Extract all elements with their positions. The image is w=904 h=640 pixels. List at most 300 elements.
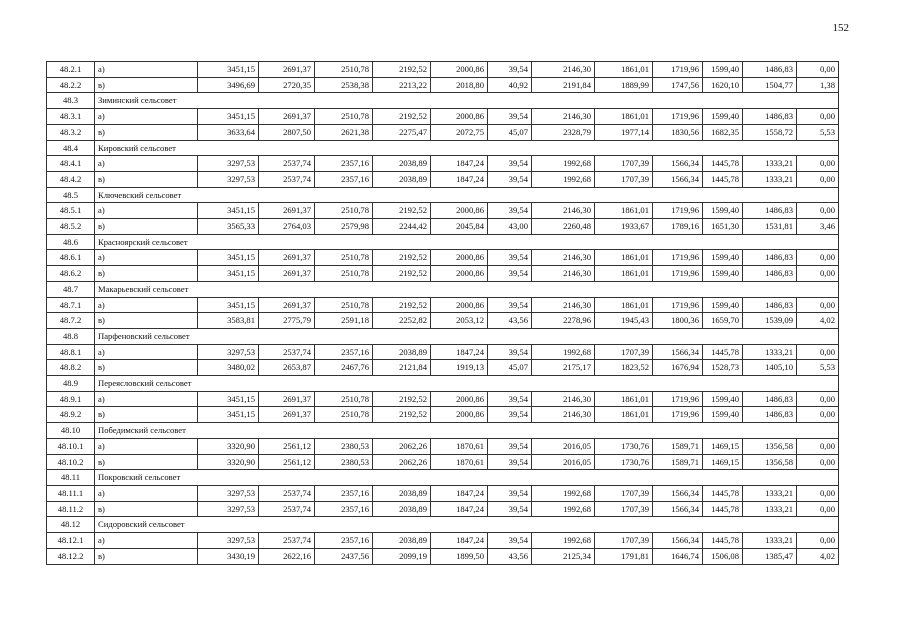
table-cell: 39,54 bbox=[488, 407, 532, 423]
table-cell: 3451,15 bbox=[198, 297, 259, 313]
row-code: 48.4.2 bbox=[47, 171, 95, 187]
table-cell: 3320,90 bbox=[198, 438, 259, 454]
row-code: 48.12 bbox=[47, 517, 95, 533]
section-header-row bbox=[47, 470, 839, 486]
table-cell: 2000,86 bbox=[431, 407, 488, 423]
table-cell: 1599,40 bbox=[703, 391, 743, 407]
table-cell: 1992,68 bbox=[532, 533, 595, 549]
table-cell: 5,53 bbox=[797, 124, 839, 140]
table-cell: 39,54 bbox=[488, 62, 532, 78]
table-cell: 43,56 bbox=[488, 548, 532, 564]
section-header-row bbox=[47, 187, 839, 203]
table-cell: 1589,71 bbox=[653, 438, 703, 454]
table-cell: 39,54 bbox=[488, 438, 532, 454]
table-cell: 1445,78 bbox=[703, 156, 743, 172]
table-cell: 39,54 bbox=[488, 203, 532, 219]
table-cell: 2510,78 bbox=[315, 266, 373, 282]
table-cell: 1506,08 bbox=[703, 548, 743, 564]
row-label: а) bbox=[95, 203, 198, 219]
row-code: 48.9.2 bbox=[47, 407, 95, 423]
table-row bbox=[47, 171, 839, 187]
table-cell: 1599,40 bbox=[703, 407, 743, 423]
page-number: 152 bbox=[832, 22, 849, 34]
table-cell: 4,02 bbox=[797, 548, 839, 564]
table-cell: 1747,56 bbox=[653, 77, 703, 93]
table-cell: 2380,53 bbox=[315, 454, 373, 470]
section-title: Парфеновский сельсовет bbox=[95, 328, 839, 344]
table-cell: 1870,61 bbox=[431, 438, 488, 454]
table-cell: 1333,21 bbox=[743, 171, 797, 187]
table-cell: 2579,98 bbox=[315, 219, 373, 235]
table-cell: 3,46 bbox=[797, 219, 839, 235]
table-cell: 1333,21 bbox=[743, 156, 797, 172]
table-cell: 2038,89 bbox=[373, 344, 431, 360]
table-cell: 1486,83 bbox=[743, 250, 797, 266]
table-cell: 2038,89 bbox=[373, 485, 431, 501]
table-cell: 1719,96 bbox=[653, 266, 703, 282]
table-cell: 0,00 bbox=[797, 203, 839, 219]
table-cell: 2213,22 bbox=[373, 77, 431, 93]
row-code: 48.10.2 bbox=[47, 454, 95, 470]
table-cell: 0,00 bbox=[797, 454, 839, 470]
table-cell: 2691,37 bbox=[259, 266, 315, 282]
table-cell: 39,54 bbox=[488, 297, 532, 313]
table-cell: 2653,87 bbox=[259, 360, 315, 376]
row-code: 48.3.2 bbox=[47, 124, 95, 140]
table-cell: 1830,56 bbox=[653, 124, 703, 140]
table-cell: 2146,30 bbox=[532, 109, 595, 125]
table-cell: 1707,39 bbox=[595, 156, 653, 172]
row-code: 48.8.1 bbox=[47, 344, 95, 360]
table-cell: 3451,15 bbox=[198, 109, 259, 125]
row-code: 48.12.1 bbox=[47, 533, 95, 549]
table-row bbox=[47, 454, 839, 470]
table-cell: 2038,89 bbox=[373, 171, 431, 187]
table-cell: 1405,10 bbox=[743, 360, 797, 376]
table-cell: 1847,24 bbox=[431, 533, 488, 549]
table-cell: 1659,70 bbox=[703, 313, 743, 329]
table-cell: 3496,69 bbox=[198, 77, 259, 93]
table-cell: 2538,38 bbox=[315, 77, 373, 93]
row-label: а) bbox=[95, 109, 198, 125]
table-cell: 2175,17 bbox=[532, 360, 595, 376]
row-label: а) bbox=[95, 62, 198, 78]
table-row bbox=[47, 266, 839, 282]
table-cell: 2561,12 bbox=[259, 454, 315, 470]
section-header-row bbox=[47, 281, 839, 297]
table-cell: 1599,40 bbox=[703, 250, 743, 266]
table-cell: 1861,01 bbox=[595, 203, 653, 219]
table-cell: 45,07 bbox=[488, 360, 532, 376]
table-cell: 1847,24 bbox=[431, 344, 488, 360]
table-cell: 1861,01 bbox=[595, 391, 653, 407]
row-label: а) bbox=[95, 297, 198, 313]
table-cell: 2275,47 bbox=[373, 124, 431, 140]
table-cell: 2537,74 bbox=[259, 501, 315, 517]
row-label: а) bbox=[95, 344, 198, 360]
table-body bbox=[47, 62, 839, 565]
table-cell: 1599,40 bbox=[703, 203, 743, 219]
table-cell: 2691,37 bbox=[259, 62, 315, 78]
table-cell: 2691,37 bbox=[259, 250, 315, 266]
row-code: 48.4.1 bbox=[47, 156, 95, 172]
section-title: Зиминский сельсовет bbox=[95, 93, 839, 109]
table-row bbox=[47, 533, 839, 549]
table-cell: 2510,78 bbox=[315, 407, 373, 423]
table-cell: 1385,47 bbox=[743, 548, 797, 564]
table-cell: 1719,96 bbox=[653, 62, 703, 78]
table-row bbox=[47, 344, 839, 360]
table-cell: 1486,83 bbox=[743, 297, 797, 313]
table-cell: 5,53 bbox=[797, 360, 839, 376]
table-cell: 2192,52 bbox=[373, 266, 431, 282]
table-row bbox=[47, 250, 839, 266]
section-header-row bbox=[47, 234, 839, 250]
table-cell: 2380,53 bbox=[315, 438, 373, 454]
table-cell: 1730,76 bbox=[595, 438, 653, 454]
table-cell: 2072,75 bbox=[431, 124, 488, 140]
table-cell: 1566,34 bbox=[653, 344, 703, 360]
table-cell: 1977,14 bbox=[595, 124, 653, 140]
table-cell: 0,00 bbox=[797, 250, 839, 266]
row-code: 48.9 bbox=[47, 376, 95, 392]
table-cell: 2146,30 bbox=[532, 297, 595, 313]
table-cell: 1719,96 bbox=[653, 203, 703, 219]
section-header-row bbox=[47, 328, 839, 344]
table-cell: 3451,15 bbox=[198, 62, 259, 78]
row-code: 48.6.2 bbox=[47, 266, 95, 282]
table-cell: 1945,43 bbox=[595, 313, 653, 329]
table-cell: 0,00 bbox=[797, 391, 839, 407]
table-cell: 3430,19 bbox=[198, 548, 259, 564]
row-code: 48.7.1 bbox=[47, 297, 95, 313]
table-cell: 1847,24 bbox=[431, 501, 488, 517]
row-label: в) bbox=[95, 407, 198, 423]
table-cell: 1445,78 bbox=[703, 501, 743, 517]
table-cell: 3480,02 bbox=[198, 360, 259, 376]
row-label: в) bbox=[95, 501, 198, 517]
table-cell: 2192,52 bbox=[373, 391, 431, 407]
row-code: 48.10 bbox=[47, 423, 95, 439]
table-cell: 2192,52 bbox=[373, 62, 431, 78]
table-row bbox=[47, 438, 839, 454]
table-cell: 1889,99 bbox=[595, 77, 653, 93]
table-cell: 1707,39 bbox=[595, 344, 653, 360]
table-row bbox=[47, 219, 839, 235]
table-cell: 2537,74 bbox=[259, 344, 315, 360]
table-cell: 1356,58 bbox=[743, 454, 797, 470]
table-cell: 39,54 bbox=[488, 250, 532, 266]
row-label: а) bbox=[95, 250, 198, 266]
table-cell: 1445,78 bbox=[703, 485, 743, 501]
row-code: 48.5.2 bbox=[47, 219, 95, 235]
table-cell: 2018,80 bbox=[431, 77, 488, 93]
row-code: 48.11.1 bbox=[47, 485, 95, 501]
table-cell: 1589,71 bbox=[653, 454, 703, 470]
table-cell: 2510,78 bbox=[315, 250, 373, 266]
table-cell: 1599,40 bbox=[703, 62, 743, 78]
table-cell: 3297,53 bbox=[198, 156, 259, 172]
table-cell: 39,54 bbox=[488, 266, 532, 282]
section-header-row bbox=[47, 140, 839, 156]
table-cell: 2467,76 bbox=[315, 360, 373, 376]
section-header-row bbox=[47, 376, 839, 392]
row-code: 48.11.2 bbox=[47, 501, 95, 517]
table-cell: 3583,81 bbox=[198, 313, 259, 329]
row-code: 48.2.1 bbox=[47, 62, 95, 78]
table-cell: 2016,05 bbox=[532, 438, 595, 454]
table-cell: 2000,86 bbox=[431, 109, 488, 125]
row-code: 48.4 bbox=[47, 140, 95, 156]
table-row bbox=[47, 124, 839, 140]
table-cell: 1651,30 bbox=[703, 219, 743, 235]
table-cell: 2062,26 bbox=[373, 438, 431, 454]
table-cell: 1566,34 bbox=[653, 501, 703, 517]
row-code: 48.5 bbox=[47, 187, 95, 203]
table-cell: 2252,82 bbox=[373, 313, 431, 329]
section-header-row bbox=[47, 423, 839, 439]
table-cell: 1861,01 bbox=[595, 266, 653, 282]
row-label: а) bbox=[95, 156, 198, 172]
row-label: а) bbox=[95, 533, 198, 549]
table-cell: 2328,79 bbox=[532, 124, 595, 140]
table-cell: 3297,53 bbox=[198, 501, 259, 517]
row-label: в) bbox=[95, 266, 198, 282]
table-cell: 1847,24 bbox=[431, 171, 488, 187]
table-cell: 2192,52 bbox=[373, 109, 431, 125]
row-code: 48.8 bbox=[47, 328, 95, 344]
table-cell: 2192,52 bbox=[373, 203, 431, 219]
table-cell: 1992,68 bbox=[532, 344, 595, 360]
row-label: в) bbox=[95, 313, 198, 329]
table-cell: 2510,78 bbox=[315, 297, 373, 313]
table-cell: 2621,38 bbox=[315, 124, 373, 140]
table-cell: 39,54 bbox=[488, 454, 532, 470]
table-cell: 1719,96 bbox=[653, 407, 703, 423]
table-cell: 1620,10 bbox=[703, 77, 743, 93]
table-cell: 2622,16 bbox=[259, 548, 315, 564]
table-cell: 2045,84 bbox=[431, 219, 488, 235]
row-label: а) bbox=[95, 391, 198, 407]
row-code: 48.5.1 bbox=[47, 203, 95, 219]
table-cell: 2146,30 bbox=[532, 407, 595, 423]
table-cell: 39,54 bbox=[488, 485, 532, 501]
table-cell: 43,00 bbox=[488, 219, 532, 235]
table-cell: 2062,26 bbox=[373, 454, 431, 470]
row-code: 48.6.1 bbox=[47, 250, 95, 266]
table-cell: 1861,01 bbox=[595, 250, 653, 266]
table-cell: 1992,68 bbox=[532, 171, 595, 187]
table-cell: 2192,52 bbox=[373, 297, 431, 313]
row-code: 48.9.1 bbox=[47, 391, 95, 407]
row-code: 48.8.2 bbox=[47, 360, 95, 376]
table-cell: 2000,86 bbox=[431, 62, 488, 78]
table-cell: 2691,37 bbox=[259, 297, 315, 313]
table-cell: 1719,96 bbox=[653, 250, 703, 266]
table-row bbox=[47, 109, 839, 125]
table-cell: 1486,83 bbox=[743, 109, 797, 125]
table-cell: 1445,78 bbox=[703, 344, 743, 360]
table-cell: 1992,68 bbox=[532, 156, 595, 172]
section-title: Переясловский сельсовет bbox=[95, 376, 839, 392]
table-cell: 2510,78 bbox=[315, 391, 373, 407]
table-row bbox=[47, 391, 839, 407]
table-cell: 2038,89 bbox=[373, 501, 431, 517]
table-row bbox=[47, 203, 839, 219]
table-cell: 39,54 bbox=[488, 171, 532, 187]
table-cell: 2510,78 bbox=[315, 109, 373, 125]
table-row bbox=[47, 501, 839, 517]
table-cell: 2591,18 bbox=[315, 313, 373, 329]
table-cell: 1333,21 bbox=[743, 501, 797, 517]
section-title: Победимский сельсовет bbox=[95, 423, 839, 439]
table-row bbox=[47, 360, 839, 376]
table-cell: 2691,37 bbox=[259, 109, 315, 125]
table-cell: 1539,09 bbox=[743, 313, 797, 329]
row-code: 48.12.2 bbox=[47, 548, 95, 564]
table-cell: 2537,74 bbox=[259, 485, 315, 501]
table-cell: 1707,39 bbox=[595, 171, 653, 187]
table-cell: 1861,01 bbox=[595, 62, 653, 78]
table-cell: 1730,76 bbox=[595, 454, 653, 470]
table-row bbox=[47, 548, 839, 564]
table-cell: 2537,74 bbox=[259, 156, 315, 172]
section-header-row bbox=[47, 93, 839, 109]
table-cell: 0,00 bbox=[797, 109, 839, 125]
table-cell: 2764,03 bbox=[259, 219, 315, 235]
table-cell: 2146,30 bbox=[532, 203, 595, 219]
table-cell: 1800,36 bbox=[653, 313, 703, 329]
table-cell: 3297,53 bbox=[198, 485, 259, 501]
table-cell: 1707,39 bbox=[595, 533, 653, 549]
table-cell: 2000,86 bbox=[431, 203, 488, 219]
table-cell: 2121,84 bbox=[373, 360, 431, 376]
table-cell: 1789,16 bbox=[653, 219, 703, 235]
table-cell: 3297,53 bbox=[198, 533, 259, 549]
table-cell: 39,54 bbox=[488, 156, 532, 172]
table-cell: 0,00 bbox=[797, 62, 839, 78]
table-cell: 2437,56 bbox=[315, 548, 373, 564]
table-cell: 3297,53 bbox=[198, 171, 259, 187]
tariff-table bbox=[46, 61, 839, 565]
row-code: 48.2.2 bbox=[47, 77, 95, 93]
table-cell: 1861,01 bbox=[595, 407, 653, 423]
row-label: в) bbox=[95, 77, 198, 93]
table-cell: 39,54 bbox=[488, 391, 532, 407]
row-code: 48.6 bbox=[47, 234, 95, 250]
table-cell: 1719,96 bbox=[653, 391, 703, 407]
table-cell: 1870,61 bbox=[431, 454, 488, 470]
table-row bbox=[47, 62, 839, 78]
table-cell: 2357,16 bbox=[315, 501, 373, 517]
table-cell: 0,00 bbox=[797, 438, 839, 454]
table-cell: 1333,21 bbox=[743, 344, 797, 360]
table-cell: 0,00 bbox=[797, 485, 839, 501]
row-label: в) bbox=[95, 454, 198, 470]
table-cell: 2357,16 bbox=[315, 485, 373, 501]
table-cell: 3451,15 bbox=[198, 203, 259, 219]
table-row bbox=[47, 485, 839, 501]
table-cell: 3320,90 bbox=[198, 454, 259, 470]
table-cell: 1486,83 bbox=[743, 407, 797, 423]
section-title: Покровский сельсовет bbox=[95, 470, 839, 486]
table-cell: 3451,15 bbox=[198, 250, 259, 266]
table-cell: 2357,16 bbox=[315, 533, 373, 549]
table-cell: 0,00 bbox=[797, 156, 839, 172]
table-cell: 1486,83 bbox=[743, 203, 797, 219]
table-cell: 3451,15 bbox=[198, 407, 259, 423]
table-cell: 1566,34 bbox=[653, 171, 703, 187]
table-cell: 1356,58 bbox=[743, 438, 797, 454]
table-cell: 2807,50 bbox=[259, 124, 315, 140]
table-cell: 1599,40 bbox=[703, 266, 743, 282]
table-cell: 1676,94 bbox=[653, 360, 703, 376]
table-cell: 2720,35 bbox=[259, 77, 315, 93]
row-code: 48.7 bbox=[47, 281, 95, 297]
table-cell: 1707,39 bbox=[595, 485, 653, 501]
table-cell: 2000,86 bbox=[431, 250, 488, 266]
table-cell: 1847,24 bbox=[431, 485, 488, 501]
table-cell: 2146,30 bbox=[532, 391, 595, 407]
table-cell: 2016,05 bbox=[532, 454, 595, 470]
table-cell: 1919,13 bbox=[431, 360, 488, 376]
section-title: Ключевский сельсовет bbox=[95, 187, 839, 203]
row-label: в) bbox=[95, 124, 198, 140]
table-row bbox=[47, 297, 839, 313]
table-cell: 1,38 bbox=[797, 77, 839, 93]
section-title: Сидоровский сельсовет bbox=[95, 517, 839, 533]
table-cell: 1899,50 bbox=[431, 548, 488, 564]
table-cell: 1992,68 bbox=[532, 485, 595, 501]
row-label: в) bbox=[95, 219, 198, 235]
table-cell: 2357,16 bbox=[315, 171, 373, 187]
table-cell: 1531,81 bbox=[743, 219, 797, 235]
table-cell: 1445,78 bbox=[703, 533, 743, 549]
table-cell: 2537,74 bbox=[259, 171, 315, 187]
table-cell: 3565,33 bbox=[198, 219, 259, 235]
table-cell: 1486,83 bbox=[743, 266, 797, 282]
table-cell: 1719,96 bbox=[653, 297, 703, 313]
table-cell: 1933,67 bbox=[595, 219, 653, 235]
table-cell: 2192,52 bbox=[373, 407, 431, 423]
row-code: 48.11 bbox=[47, 470, 95, 486]
table-cell: 2510,78 bbox=[315, 203, 373, 219]
row-code: 48.10.1 bbox=[47, 438, 95, 454]
table-cell: 1682,35 bbox=[703, 124, 743, 140]
table-cell: 2192,52 bbox=[373, 250, 431, 266]
table-cell: 0,00 bbox=[797, 533, 839, 549]
table-cell: 45,07 bbox=[488, 124, 532, 140]
table-cell: 2038,89 bbox=[373, 156, 431, 172]
table-cell: 2000,86 bbox=[431, 391, 488, 407]
table-cell: 1504,77 bbox=[743, 77, 797, 93]
row-label: в) bbox=[95, 171, 198, 187]
row-label: в) bbox=[95, 548, 198, 564]
table-cell: 1707,39 bbox=[595, 501, 653, 517]
table-cell: 1719,96 bbox=[653, 109, 703, 125]
table-cell: 1566,34 bbox=[653, 485, 703, 501]
section-header-row bbox=[47, 517, 839, 533]
table-cell: 1861,01 bbox=[595, 297, 653, 313]
table-cell: 39,54 bbox=[488, 533, 532, 549]
table-cell: 2510,78 bbox=[315, 62, 373, 78]
table-cell: 2561,12 bbox=[259, 438, 315, 454]
table-cell: 1333,21 bbox=[743, 485, 797, 501]
table-cell: 39,54 bbox=[488, 501, 532, 517]
table-row bbox=[47, 313, 839, 329]
table-cell: 4,02 bbox=[797, 313, 839, 329]
row-code: 48.3 bbox=[47, 93, 95, 109]
